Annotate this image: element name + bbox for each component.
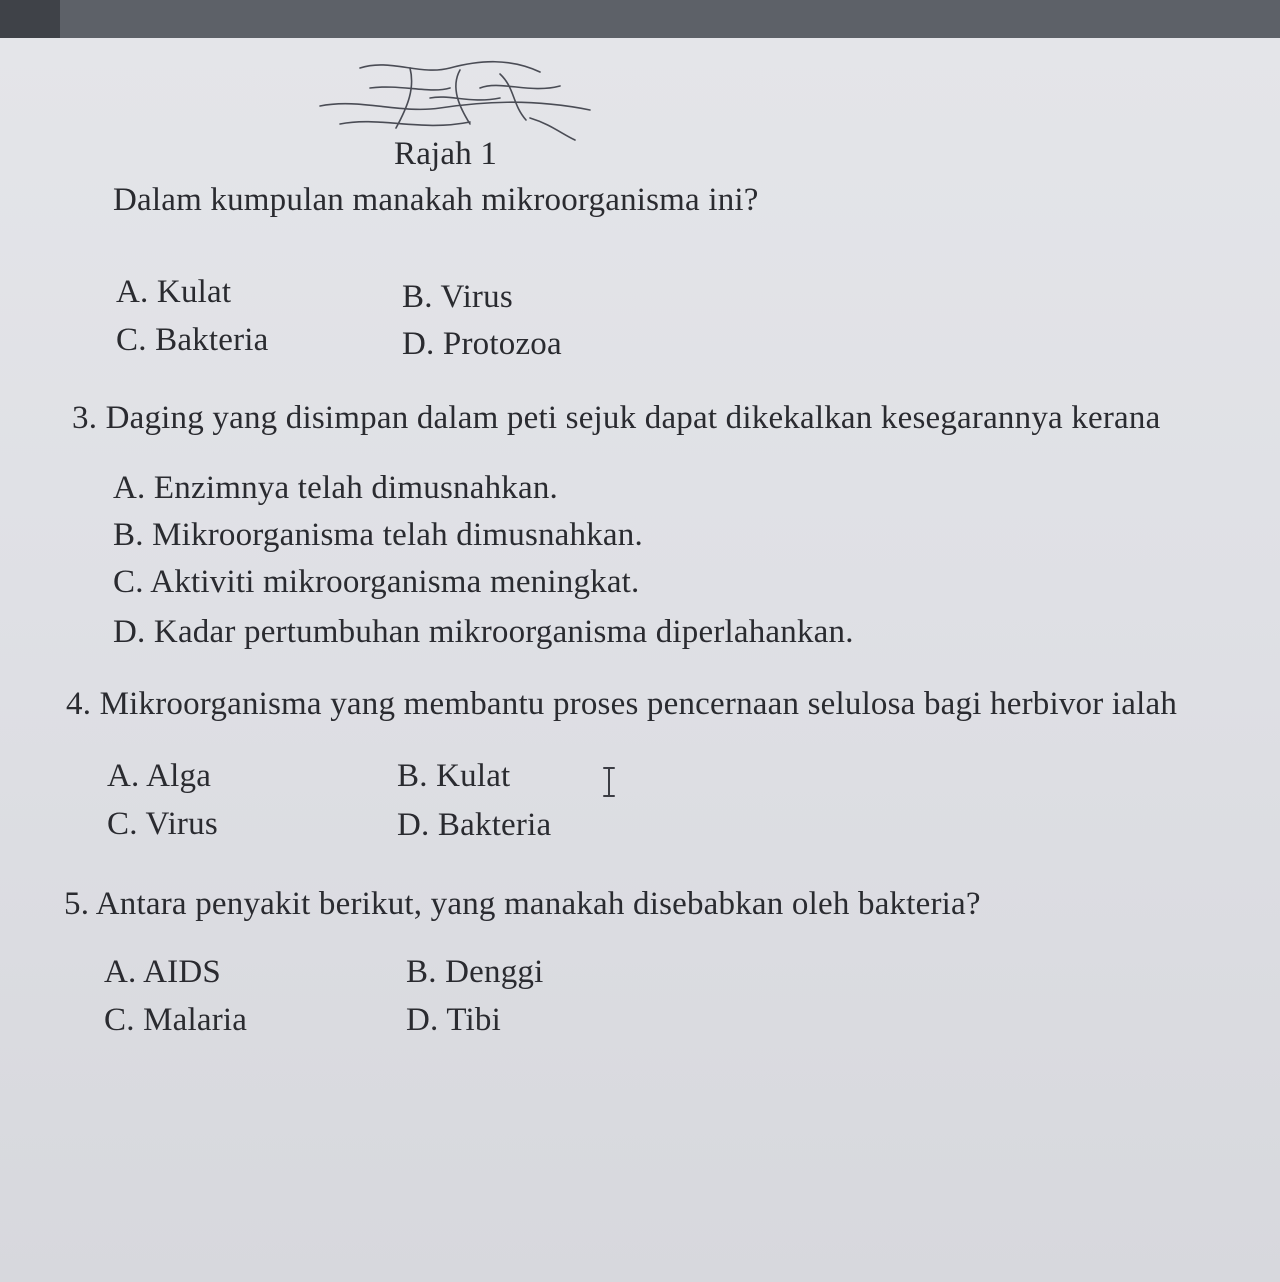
monitor-bezel [0,0,60,40]
q5-option-a: A. AIDS [104,954,221,990]
figure-caption: Rajah 1 [394,136,498,172]
q2-option-b: B. Virus [402,279,513,315]
document-page [0,38,1280,1282]
q4-option-c: C. Virus [107,806,218,842]
q4-stem: 4. Mikroorganisma yang membantu proses pencernaan selulosa bagi herbivor ialah [66,686,1178,722]
microorganism-figure [300,38,600,148]
q2-option-a: A. Kulat [116,274,232,310]
text-cursor-icon [600,766,618,798]
q3-option-d: D. Kadar pertumbuhan mikroorganisma diperlahankan. [113,614,854,650]
q3-option-a: A. Enzimnya telah dimusnahkan. [113,470,558,506]
q3-option-b: B. Mikroorganisma telah dimusnahkan. [113,517,643,553]
q5-stem: 5. Antara penyakit berikut, yang manakah disebabkan oleh bakteria? [64,886,981,922]
q3-stem: 3. Daging yang disimpan dalam peti sejuk dapat dikekalkan kesegarannya kerana [72,400,1161,436]
q3-option-c: C. Aktiviti mikroorganisma meningkat. [113,564,640,600]
q5-option-b: B. Denggi [406,954,544,990]
q5-option-d: D. Tibi [406,1002,501,1038]
q2-option-d: D. Protozoa [402,326,562,362]
q4-option-d: D. Bakteria [397,807,552,843]
q5-option-c: C. Malaria [104,1002,248,1038]
q2-stem: Dalam kumpulan manakah mikroorganisma ini? [113,182,759,218]
q2-option-c: C. Bakteria [116,322,269,358]
q4-option-b: B. Kulat [397,758,511,794]
q4-option-a: A. Alga [107,758,212,794]
